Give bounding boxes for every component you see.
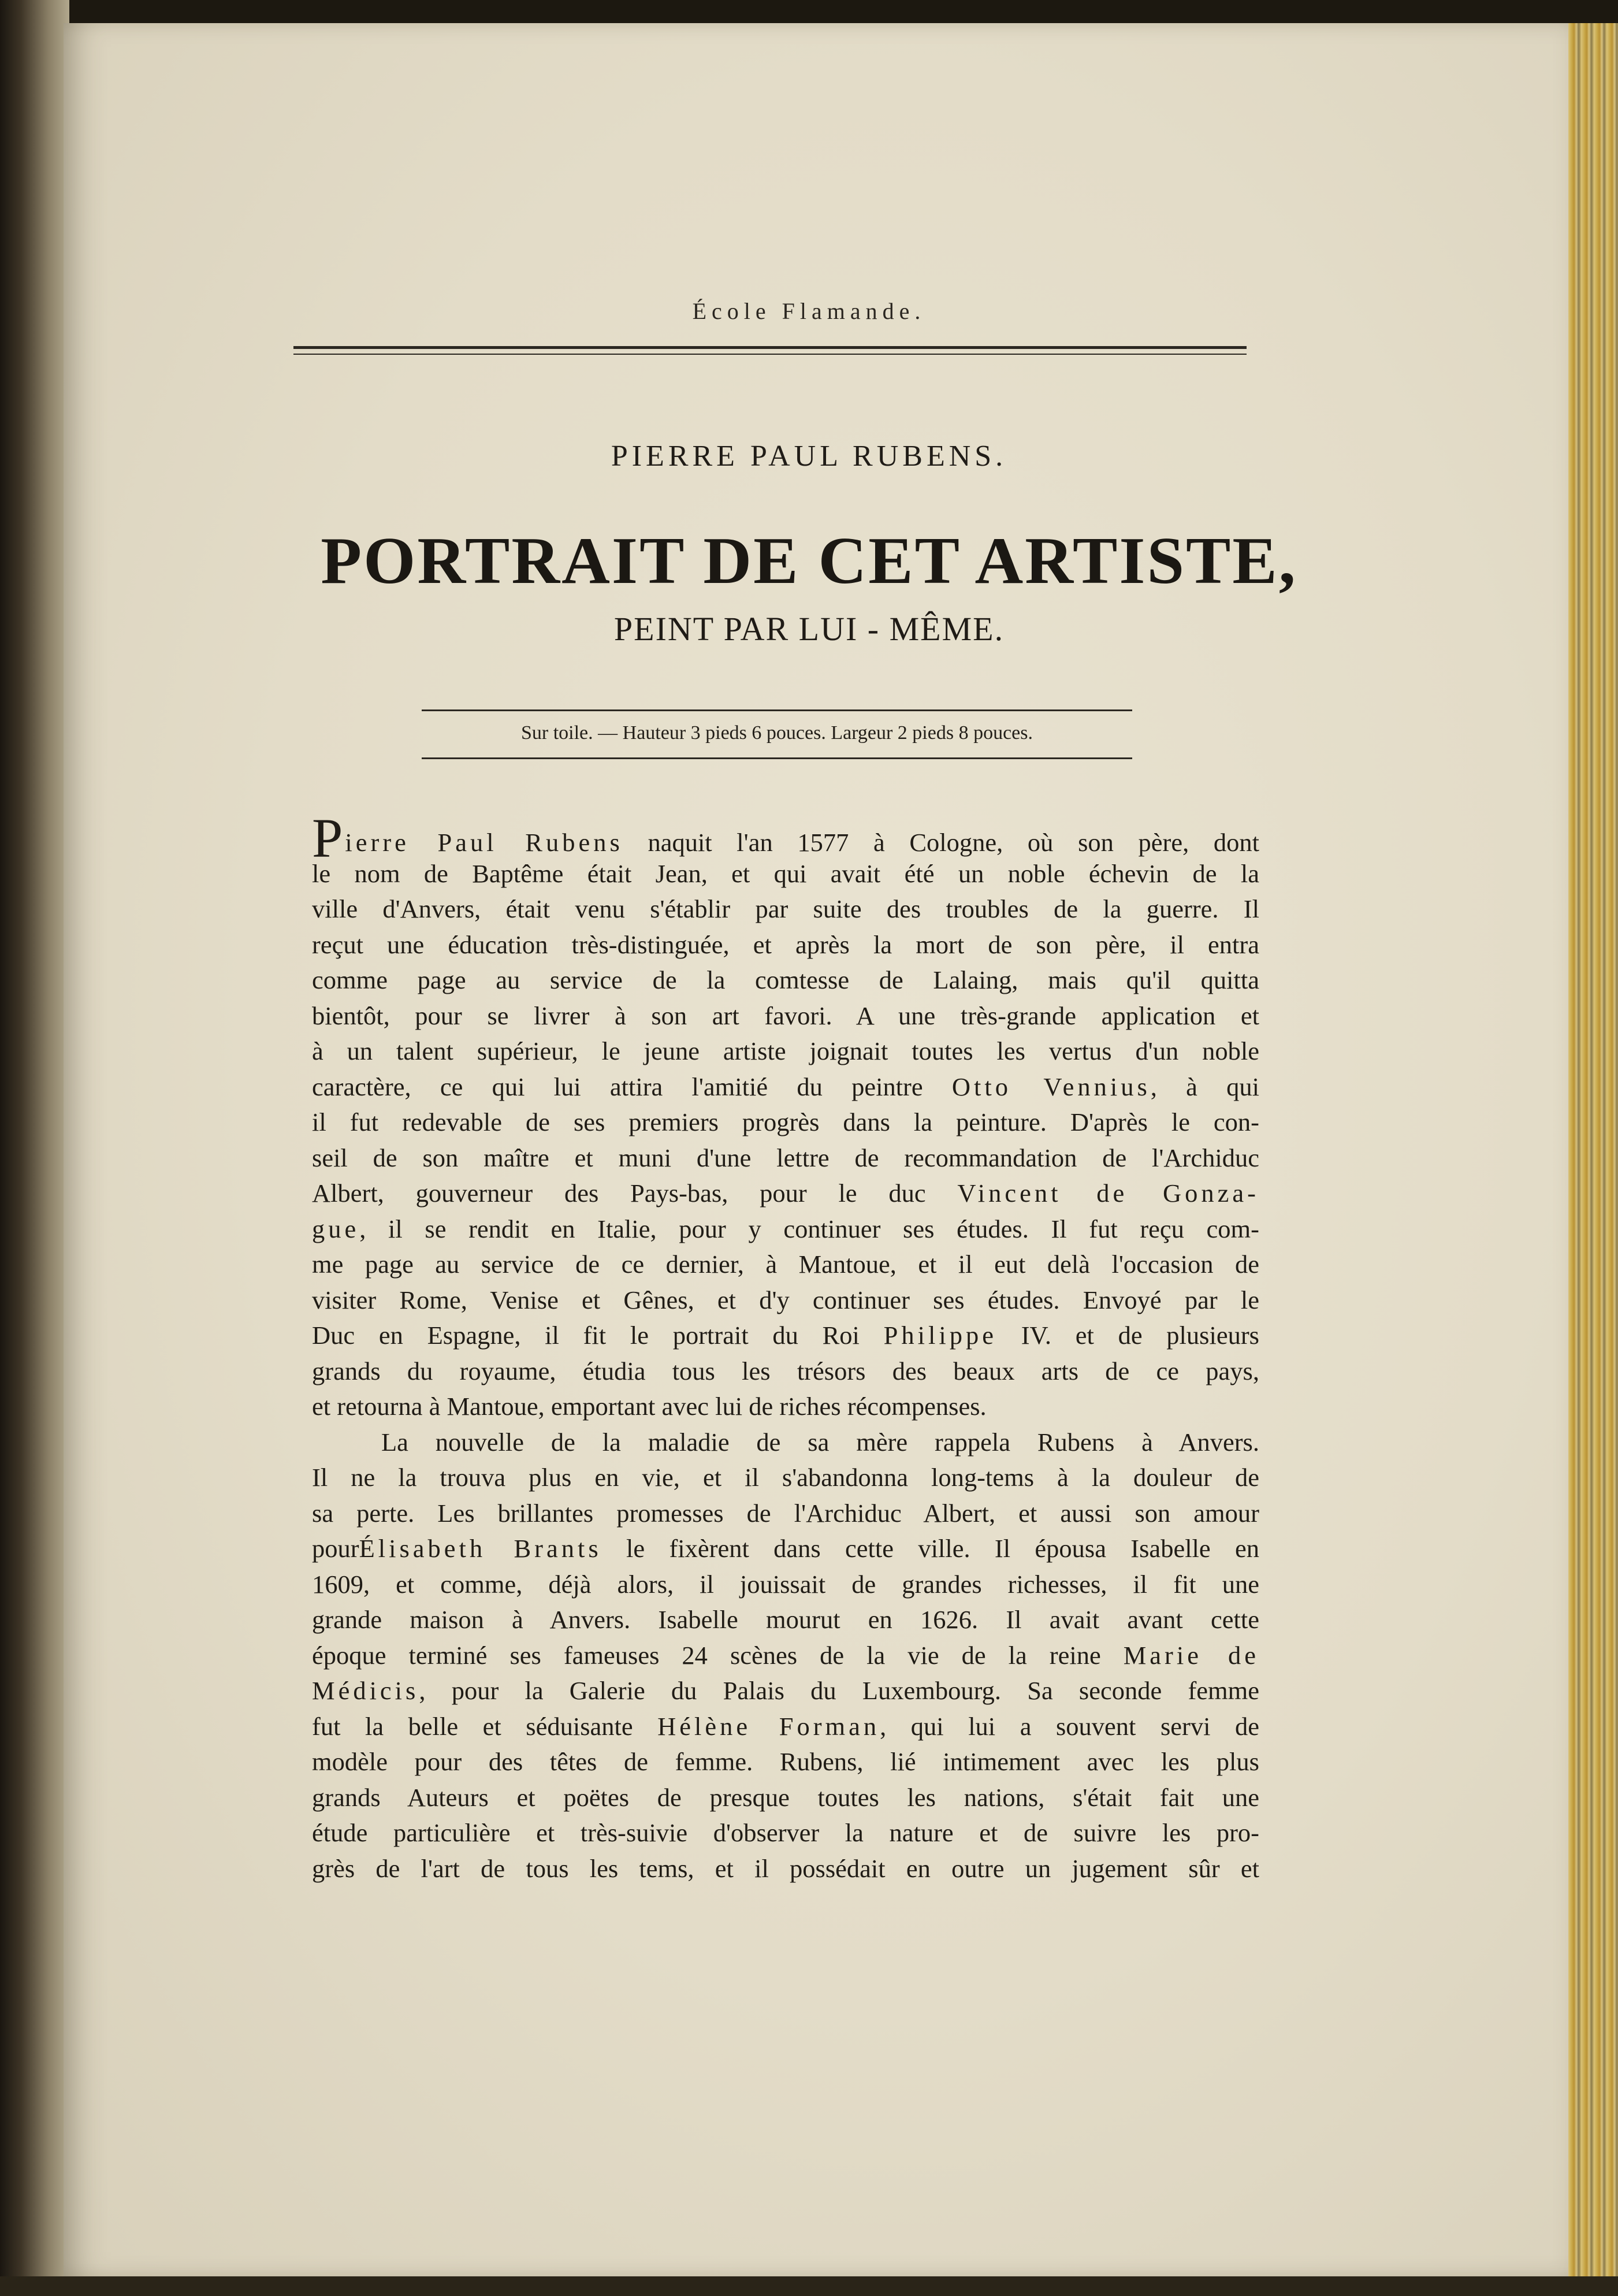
body-line	[312, 1567, 1259, 1603]
body-line	[312, 927, 1259, 963]
page-subtitle: PEINT PAR LUI - MÊME.	[613, 610, 1005, 648]
letterspaced-name: gue	[312, 1214, 360, 1243]
letterspaced-name: Otto Vennius	[951, 1072, 1151, 1101]
body-line-text: étude particulière et très-suivie d'observer la nature et de suivre les pro-	[312, 1818, 1259, 1847]
body-line-text: et retourna à Mantoue, emportant avec lui de riches récompenses.	[312, 1392, 987, 1421]
body-line-text: , qui lui a souvent servi de	[880, 1711, 1259, 1741]
body-line	[312, 1744, 1259, 1780]
body-line	[312, 891, 1259, 927]
running-head: École Flamande.	[692, 298, 926, 324]
letterspaced-name: Élisabeth Brants	[359, 1534, 602, 1563]
author-heading: PIERRE PAUL RUBENS.	[611, 440, 1007, 473]
body-line-text: ville d'Anvers, était venu s'établir par suite des troubles de la guerre. Il	[312, 894, 1259, 923]
body-line-text: pour	[312, 1534, 359, 1563]
body-line-text: , à qui	[1150, 1072, 1259, 1101]
body-line-text: sa perte. Les brillantes promesses de l'Archiduc Albert, et aussi son amour	[312, 1498, 1259, 1528]
body-line	[312, 1602, 1259, 1638]
body-line	[312, 998, 1259, 1034]
letterspaced-name: Médicis	[312, 1676, 419, 1705]
body-line-text: comme page au service de la comtesse de Lalaing, mais qu'il quitta	[312, 965, 1259, 994]
page-edges	[1568, 23, 1618, 2296]
body-line-text: caractère, ce qui lui attira l'amitié du peintre	[312, 1072, 952, 1101]
body-line-text: grande maison à Anvers. Isabelle mourut en 1626. Il avait avant cette	[312, 1605, 1259, 1634]
body-line	[312, 1140, 1259, 1176]
body-line-text: visiter Rome, Venise et Gênes, et d'y continuer ses études. Envoyé par le	[312, 1285, 1259, 1314]
body-line-text: Duc en Espagne, il fit le portrait du Roi	[312, 1321, 884, 1350]
body-line	[312, 807, 1259, 869]
specs-rule-bottom	[422, 757, 1132, 759]
body-line	[312, 1212, 1259, 1247]
body-line	[312, 1780, 1259, 1816]
page-title: PORTRAIT DE CET ARTISTE,	[321, 524, 1297, 598]
left-page-edge	[0, 0, 69, 2296]
body-line-text: reçut une éducation très-distinguée, et après la mort de son père, il entra	[312, 930, 1259, 959]
body-line	[312, 1531, 1259, 1567]
header-rule-thick	[293, 346, 1247, 349]
body-line-text: grès de l'art de tous les tems, et il possédait en outre un jugement sûr et	[312, 1853, 1259, 1883]
body-line	[312, 1851, 1259, 1887]
body-line	[312, 1709, 1259, 1745]
specs-rule-top	[422, 709, 1132, 711]
body-line-text: Il ne la trouva plus en vie, et il s'abandonna long-tems à la douleur de	[312, 1463, 1259, 1492]
body-line-text: , il se rendit en Italie, pour y continuer ses études. Il fut reçu com-	[359, 1214, 1259, 1243]
body-line	[312, 1318, 1259, 1354]
body-line	[312, 1425, 1259, 1461]
body-line-text: le fixèrent dans cette ville. Il épousa Isabelle en	[601, 1534, 1259, 1563]
body-line	[312, 1069, 1259, 1105]
body-line	[312, 1389, 1259, 1425]
body-line	[312, 1034, 1259, 1069]
header-rule-thin	[293, 354, 1247, 355]
letterspaced-name: Philippe	[883, 1321, 997, 1350]
letterspaced-name: Vincent de Gonza-	[957, 1179, 1259, 1208]
letterspaced-name: ierre Paul Rubens	[345, 828, 623, 857]
body-line-text: La nouvelle de la maladie de sa mère rappela Rubens à Anvers.	[381, 1427, 1259, 1457]
body-line-text: époque terminé ses fameuses 24 scènes de la vie de la reine	[312, 1640, 1124, 1670]
body-line-text: grands Auteurs et poëtes de presque toutes les nations, s'était fait une	[312, 1782, 1259, 1812]
body-line-text: IV. et de plusieurs	[996, 1321, 1259, 1350]
body-line-text: bientôt, pour se livrer à son art favori. A une très-grande application et	[312, 1001, 1259, 1030]
body-line-text: seil de son maître et muni d'une lettre de recommandation de l'Archiduc	[312, 1143, 1259, 1172]
letterspaced-name: Marie de	[1123, 1640, 1259, 1670]
body-line	[312, 1460, 1259, 1496]
drop-cap: P	[312, 807, 343, 869]
body-line-text: grands du royaume, étudia tous les trésors des beaux arts de ce pays,	[312, 1356, 1259, 1385]
body-line	[312, 1815, 1259, 1851]
body-line	[312, 1673, 1259, 1709]
body-line	[312, 1176, 1259, 1212]
body-line	[312, 1354, 1259, 1390]
body-line	[312, 1638, 1259, 1674]
scan-bottom-strip	[0, 2276, 1618, 2296]
body-text	[312, 807, 1259, 1886]
body-line	[312, 1247, 1259, 1283]
body-line-text: modèle pour des têtes de femme. Rubens, lié intimement avec les plus	[312, 1747, 1259, 1776]
body-line	[312, 856, 1259, 892]
body-line-text: Albert, gouverneur des Pays-bas, pour le duc	[312, 1179, 958, 1208]
body-line	[312, 1283, 1259, 1318]
body-line-text: 1609, et comme, déjà alors, il jouissait de grandes richesses, il fit une	[312, 1569, 1259, 1599]
body-line	[312, 1105, 1259, 1140]
body-line	[312, 963, 1259, 998]
body-line	[312, 1496, 1259, 1532]
body-line-text: fut la belle et séduisante	[312, 1711, 658, 1741]
body-line-text: à un talent supérieur, le jeune artiste joignait toutes les vertus d'un noble	[312, 1036, 1259, 1065]
painting-specs: Sur toile. — Hauteur 3 pieds 6 pouces. Largeur 2 pieds 8 pouces.	[520, 722, 1033, 744]
body-line-text: naquit l'an 1577 à Cologne, où son père, dont	[623, 828, 1259, 857]
body-line-text: , pour la Galerie du Palais du Luxembourg. Sa seconde femme	[419, 1676, 1259, 1705]
body-line-text: le nom de Baptême était Jean, et qui avait été un noble échevin de la	[312, 859, 1259, 888]
body-line-text: il fut redevable de ses premiers progrès dans la peinture. D'après le con-	[312, 1108, 1259, 1136]
letterspaced-name: Hélène Forman	[657, 1711, 880, 1741]
body-line-text: me page au service de ce dernier, à Mantoue, et il eut delà l'occasion de	[312, 1250, 1259, 1279]
